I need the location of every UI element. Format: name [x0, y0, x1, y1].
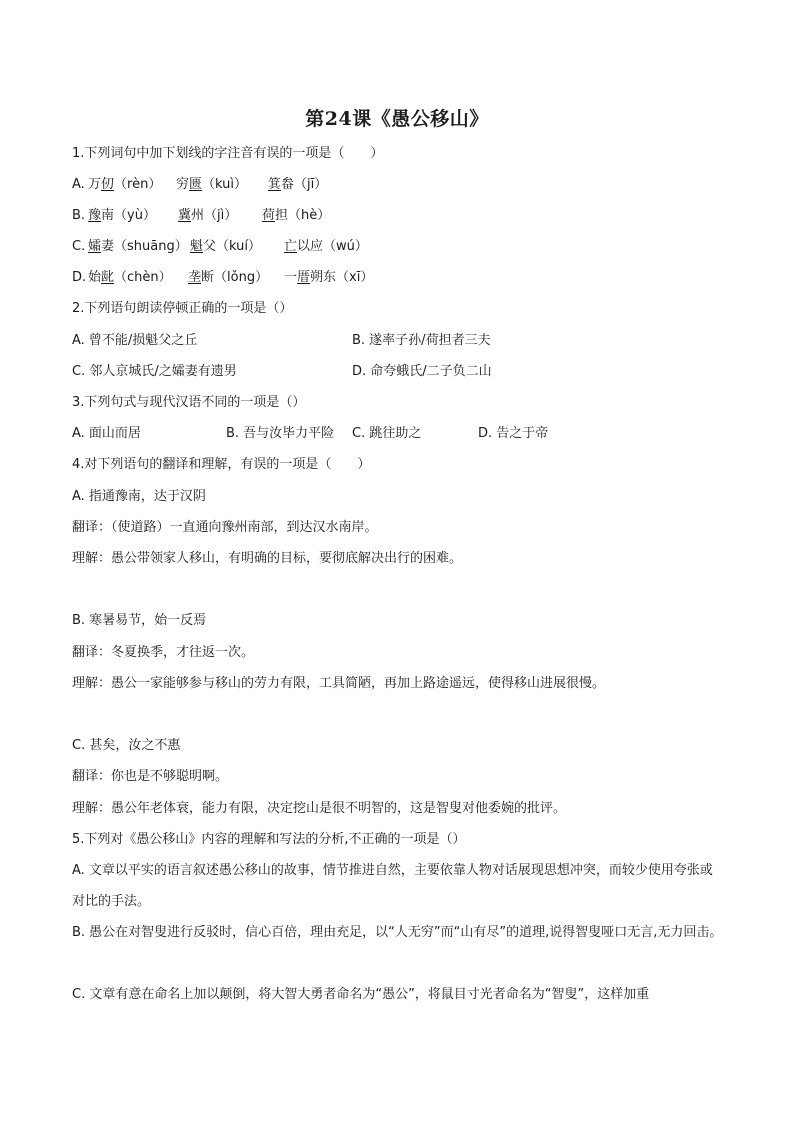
- q2-option-d: D. 命夸蛾氏/二子负二山: [352, 364, 492, 379]
- q3-option-c: C. 跳往助之: [352, 426, 422, 441]
- q4-a-translation: 翻译：（使道路）一直通向豫州南部，到达汉水南岸。: [72, 520, 378, 535]
- q4-b-understanding: 理解：愚公一家能够参与移山的劳力有限，工具简陋，再加上路途遥远，使得移山进展很慢。: [72, 676, 606, 691]
- q1-b-item-1: 豫南（yù）: [88, 208, 156, 223]
- q4-c-understanding: 理解：愚公年老体衰，能力有限，决定挖山是很不明智的，这是智叟对他委婉的批评。: [72, 801, 567, 816]
- q4-c-translation: 翻译：你也是不够聪明啊。: [72, 769, 229, 784]
- q1-d-item-2: 垄断（lǒng）: [188, 270, 269, 285]
- q1-stem: 1.下列词句中加下划线的字注音有误的一项是（ ）: [72, 146, 384, 161]
- q1-option-a: [72, 176, 328, 194]
- q2-option-c: C. 邻人京城氏/之孀妻有遗男: [72, 364, 237, 379]
- q4-c-sentence: C. 甚矣，汝之不惠: [72, 738, 181, 753]
- q3-option-d: D. 告之于帝: [478, 426, 549, 441]
- q1-option-b: [72, 207, 331, 225]
- q1-option-c: [72, 238, 368, 256]
- q1-a-label: A.: [72, 177, 85, 192]
- q2-stem: 2.下列语句朗读停顿正确的一项是（）: [72, 301, 293, 316]
- q1-a-item-1: 万仞（rèn）: [88, 177, 162, 192]
- q4-a-understanding: 理解：愚公带领家人移山，有明确的目标，要彻底解决出行的困难。: [72, 551, 463, 566]
- q2-option-a: A. 曾不能/损魁父之丘: [72, 333, 198, 348]
- q3-stem: 3.下列句式与现代汉语不同的一项是（）: [72, 395, 306, 410]
- q2-option-b: B. 遂率子孙/荷担者三夫: [352, 333, 491, 348]
- q4-stem: 4.对下列语句的翻译和理解，有误的一项是（ ）: [72, 457, 371, 472]
- q1-c-label: C.: [72, 239, 86, 254]
- q5-option-c: C. 文章有意在命名上加以颠倒，将大智大勇者命名为“愚公”，将鼠目寸光者命名为“智叟”，这样加重: [72, 987, 650, 1002]
- q1-d-label: D.: [72, 270, 87, 285]
- q1-c-item-2: 魁父（kuí）: [190, 239, 261, 254]
- q1-c-item-1: 孀妻（shuāng）: [88, 239, 188, 254]
- q1-b-item-2: 冀州（jì）: [178, 208, 238, 223]
- q4-b-translation: 翻译：冬夏换季，才往返一次。: [72, 645, 255, 660]
- q3-option-a: A. 面山而居: [72, 426, 141, 441]
- q3-option-b: B. 吾与汝毕力平险: [226, 426, 335, 441]
- q1-a-item-3: 箕畚（jī）: [268, 177, 328, 192]
- q5-option-a: A. 文章以平实的语言叙述愚公移山的故事，情节推进自然，主要依靠人物对话展现思想冲突，而较少使用夸张或对比的手法。: [72, 863, 713, 909]
- q1-d-item-3: 一厝朔东（xī）: [284, 270, 374, 285]
- q4-a-sentence: A. 指通豫南，达于汉阴: [72, 489, 206, 504]
- q1-b-item-3: 荷担（hè）: [262, 208, 331, 223]
- q5-option-b: B. 愚公在对智叟进行反驳时，信心百倍，理由充足，以“人无穷”而“山有尽”的道理,说得智叟哑口无言,无力回击。: [72, 925, 723, 940]
- q1-option-d: [72, 269, 374, 287]
- q1-a-item-2: 穷匮（kuì）: [176, 177, 248, 192]
- q1-d-item-1: 始龀（chèn）: [88, 270, 172, 285]
- q1-c-item-3: 亡以应（wú）: [284, 239, 368, 254]
- q4-b-sentence: B. 寒暑易节，始一反焉: [72, 613, 207, 628]
- q5-stem: 5.下列对《愚公移山》内容的理解和写法的分析,不正确的一项是（）: [72, 832, 466, 847]
- page-title: 第24课《愚公移山》: [305, 108, 489, 130]
- q1-b-label: B.: [72, 208, 86, 223]
